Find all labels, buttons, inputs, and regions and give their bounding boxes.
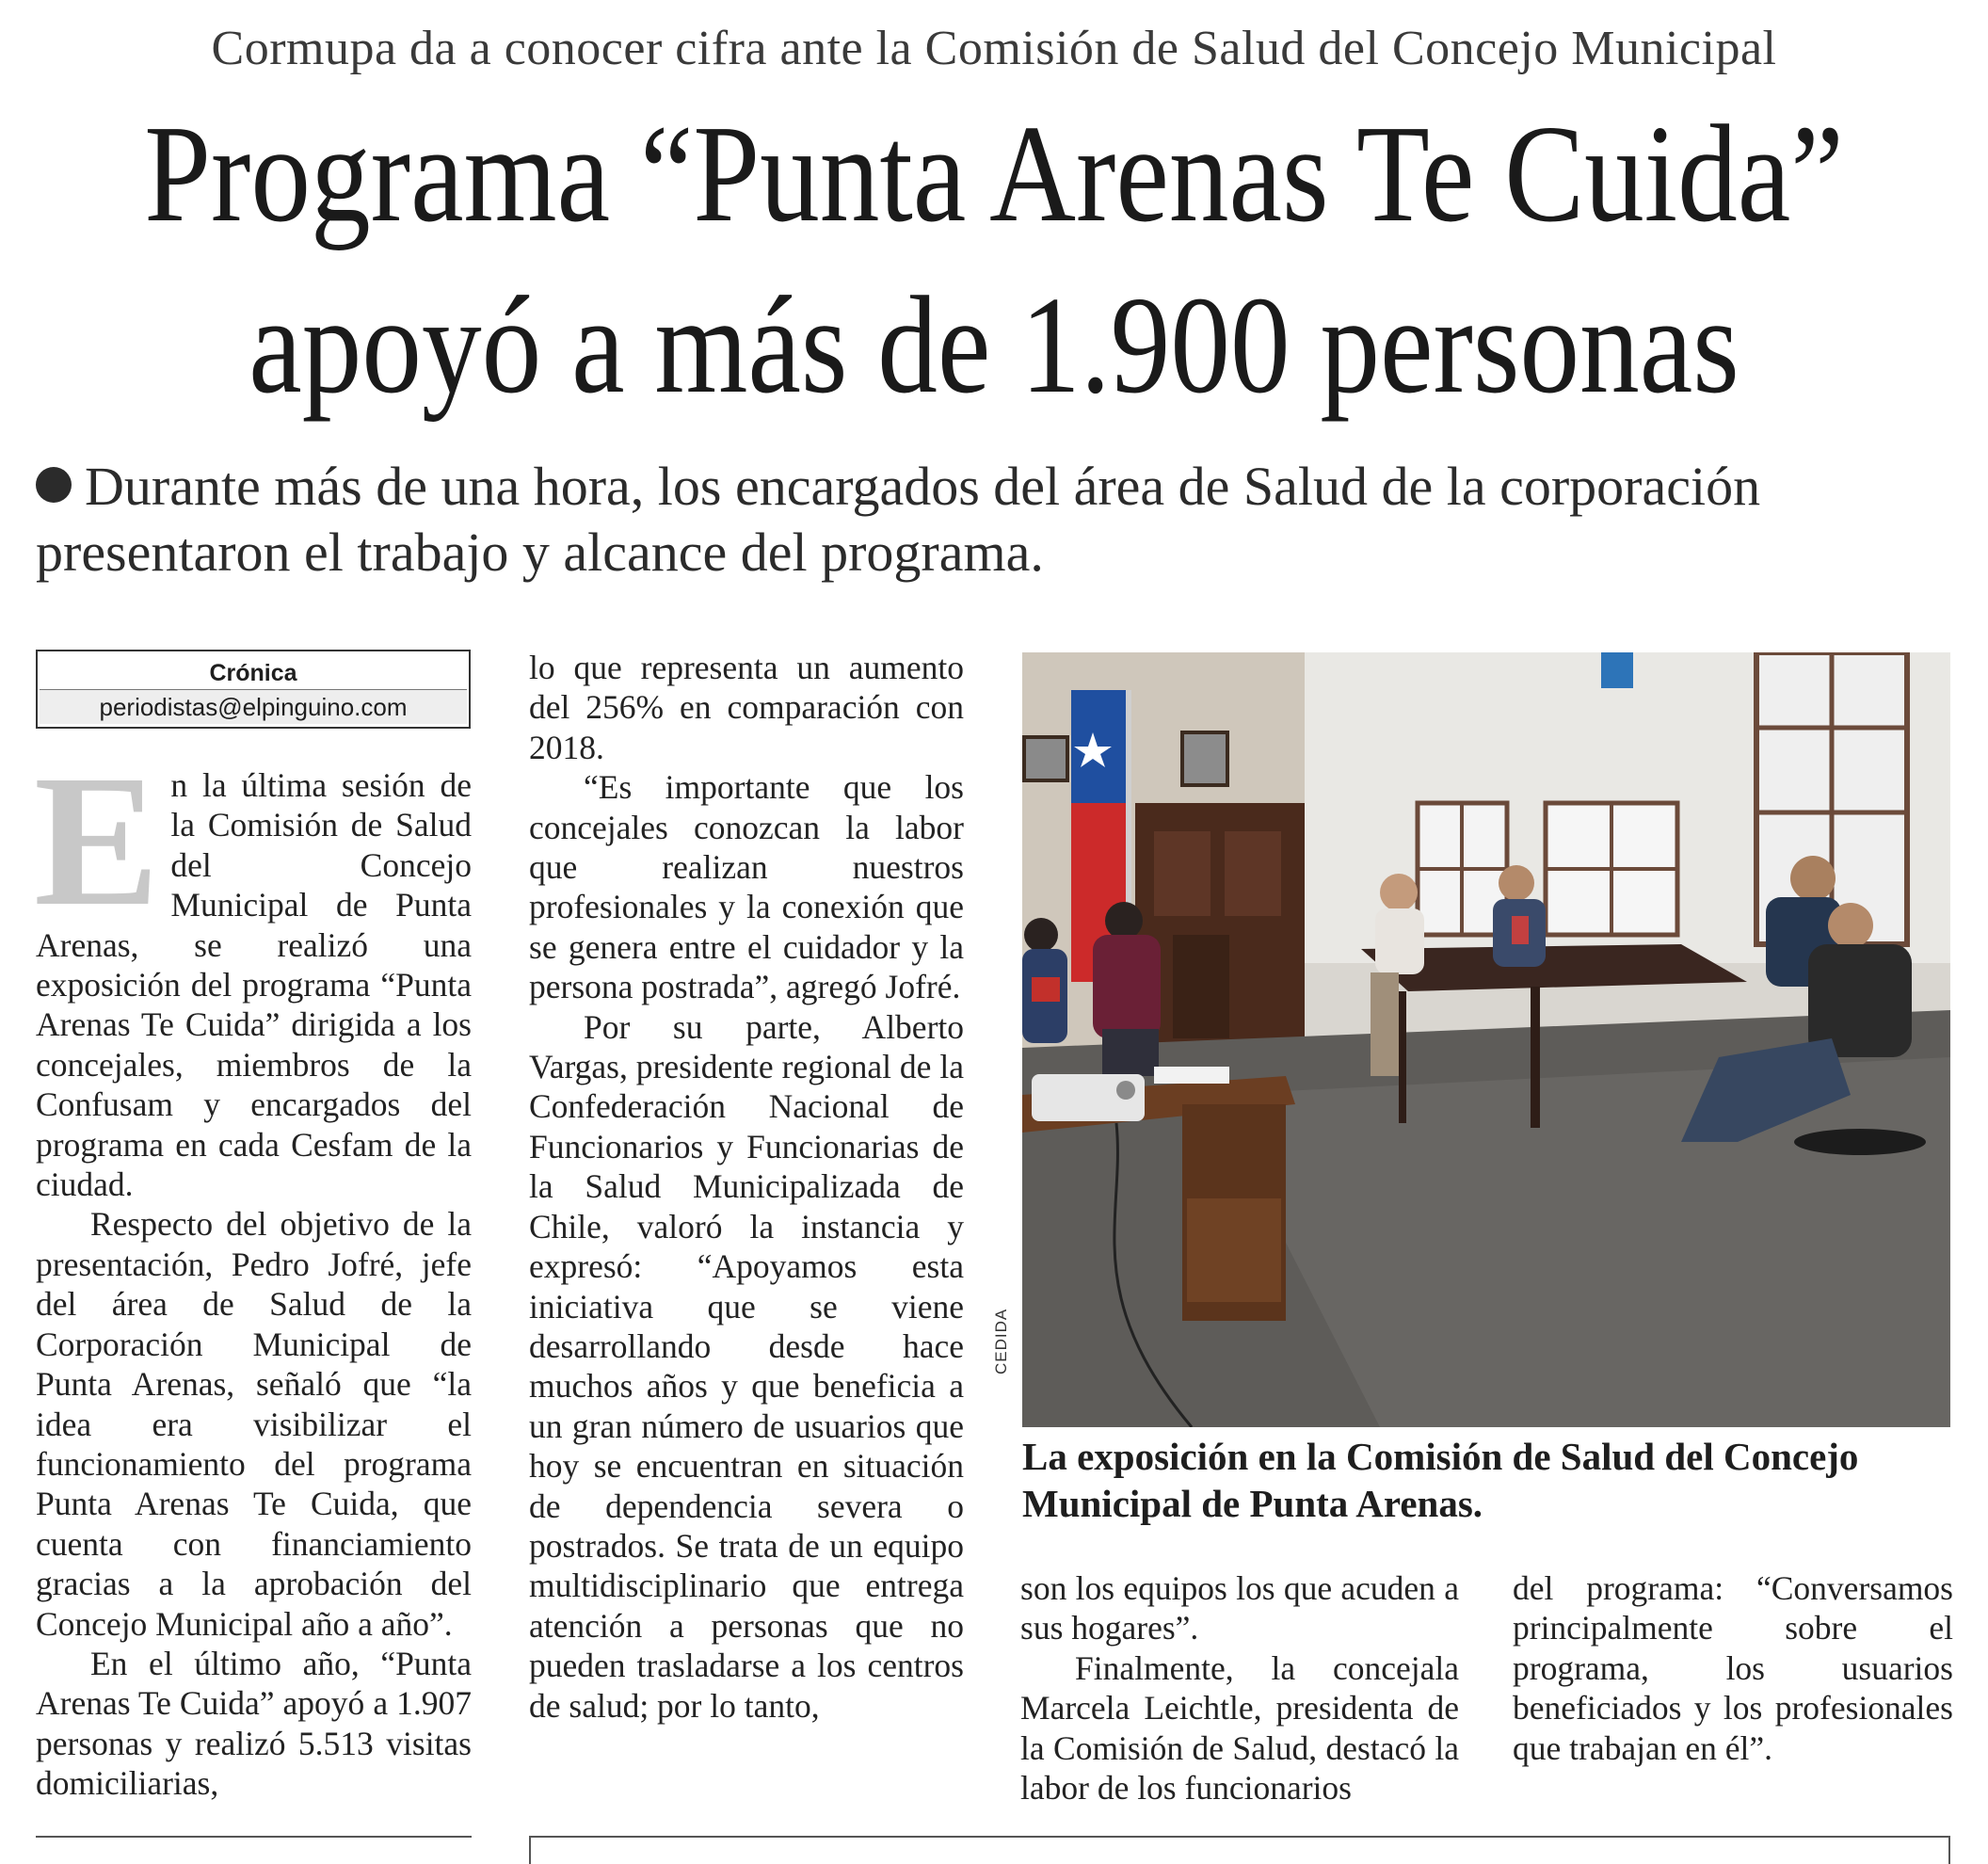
drop-cap: E [34,737,160,945]
paragraph-1-text: n la última sesión de la Comisión de Salud del Concejo Municipal de Punta Arenas, se realizó una exposición del programa “Punta Arenas Te Cuida” dirigida a los concejales, miembros de la Confusam y encargados del programa en cada Cesfam de la ciudad. [36,766,472,1204]
article-column-4 [1513,1568,1953,1768]
article-column-1 [34,737,472,1804]
kicker: Cormupa da a conocer cifra ante la Comisión de Salud del Concejo Municipal [211,22,1777,75]
paragraph-3-end: lo que representa un aumento del 256% en comparación con 2018. [529,649,964,766]
article-photo [1022,652,1950,1427]
photo-meeting-room [1022,652,1950,1427]
photo-credit: CEDIDA [992,1308,1010,1374]
paragraph-5-end: son los equipos los que acuden a sus hogares”. [1020,1569,1459,1647]
article-column-2 [529,648,964,1726]
photo-caption: La exposición en la Comisión de Salud del Concejo Municipal de Punta Arenas. [1022,1435,1859,1525]
headline-line-2: apoyó a más de 1.900 personas [248,268,1740,423]
deck [36,454,1956,586]
paragraph-6-end: del programa: “Conversamos principalmente sobre el programa, los usuarios beneficiados y los profesionales que trabajan en él”. [1513,1569,1953,1767]
paragraph-4: “Es importante que los concejales conozcan la labor que realizan nuestros profesionales y la conexión que se genera entre el cuidador y la persona postrada”, agregó Jofré. [529,768,964,1006]
paragraph-5-start: Por su parte, Alberto Vargas, presidente regional de la Confederación Nacional de Funcionarios y Funcionarias de la Salud Municipalizada de Chile, valoró la instancia y expresó: “Apoyamos esta iniciativa que se viene desarrollando desde hace muchos años y que beneficia a un gran número de usuarios que hoy se encuentran en situación de dependencia severa o postrados. Se trata de un equipo multidisciplinario que entrega atención a personas que no pueden trasladarse a los centros de salud; por lo tanto, [529,1007,964,1725]
bottom-rule [36,1836,472,1838]
deck-text: Durante más de una hora, los encargados del área de Salud de la corporación presentaron el trabajo y alcance del programa. [36,456,1761,583]
paragraph-1 [34,737,472,1204]
paragraph-2: Respecto del objetivo de la presentación, Pedro Jofré, jefe del área de Salud de la Corporación Municipal de Punta Arenas, señaló que “la idea era visibilizar el funcionamiento del programa Punta Arenas Te Cuida, que cuenta con financiamiento gracias a la aprobación del Concejo Municipal año a año”. [36,1205,472,1643]
byline-box [36,650,471,729]
bottom-frame [529,1836,1950,1864]
headline-line-1: Programa “Punta Arenas Te Cuida” [144,97,1844,251]
byline-section: Crónica [209,660,297,686]
paragraph-6-start: Finalmente, la concejala Marcela Leichtle, presidenta de la Comisión de Salud, destacó la labor de los funcionarios [1020,1648,1459,1808]
byline-email: periodistas@elpinguino.com [40,689,467,724]
article-column-3 [1020,1568,1459,1808]
bullet-icon [36,467,72,503]
paragraph-3-start: En el último año, “Punta Arenas Te Cuida” apoyó a 1.907 personas y realizó 5.513 visitas domiciliarias, [36,1644,472,1803]
